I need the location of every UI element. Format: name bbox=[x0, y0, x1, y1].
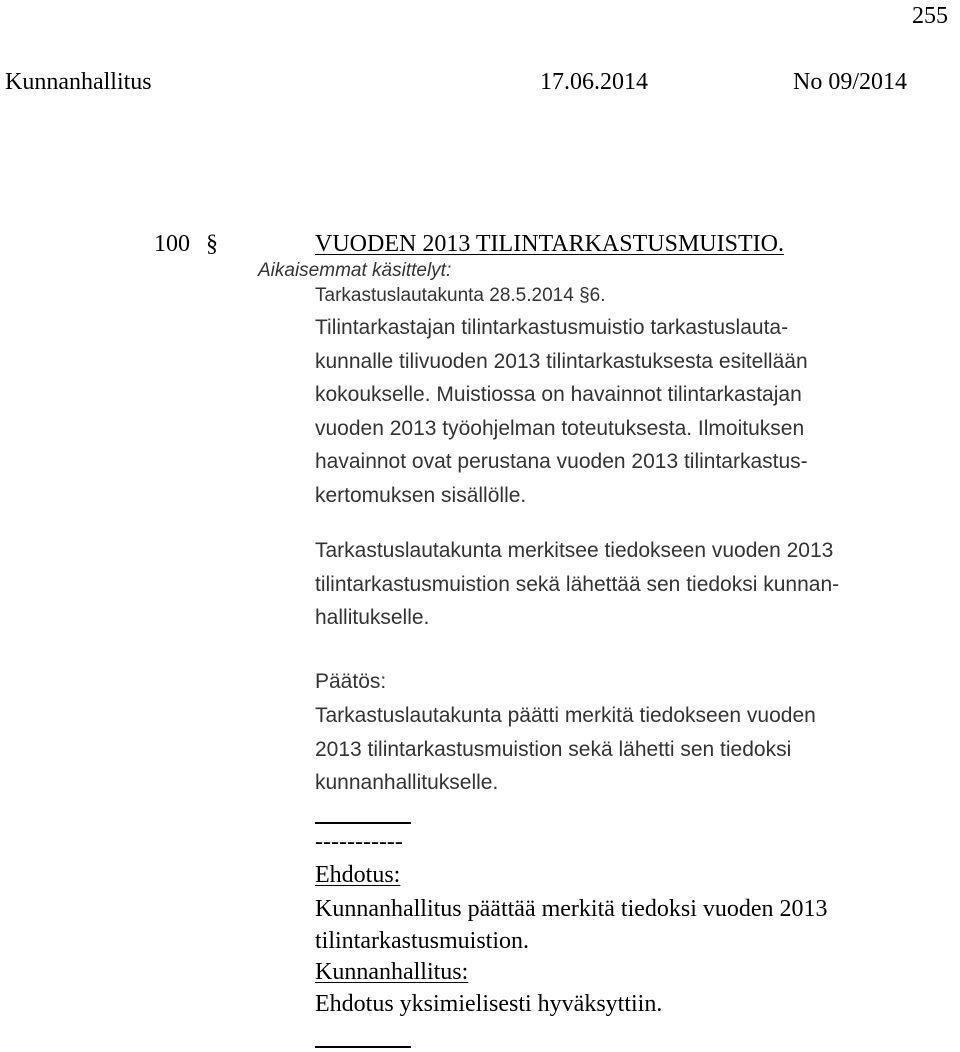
proposal-line: Kunnanhallitus päättää merkitä tiedoksi vuoden 2013 bbox=[315, 896, 828, 922]
paragraph-line: Tarkastuslautakunta merkitsee tiedokseen vuoden 2013 bbox=[315, 539, 834, 562]
decision-line: Tarkastuslautakunta päätti merkitä tiedokseen vuoden bbox=[315, 704, 816, 727]
item-number: 100 bbox=[154, 231, 190, 257]
paragraph-line: kertomuksen sisällölle. bbox=[315, 483, 527, 507]
paragraph-line: havainnot ovat perustana vuoden 2013 tilintarkastus- bbox=[315, 450, 808, 474]
header-organ: Kunnanhallitus bbox=[5, 69, 152, 95]
board-label: Kunnanhallitus: bbox=[315, 959, 469, 985]
paragraph-line: tilintarkastusmuistion sekä lähettää sen tiedoksi kunnan- bbox=[315, 572, 840, 596]
paragraph-line: hallitukselle. bbox=[315, 606, 430, 630]
dash-separator: ----------- bbox=[315, 829, 403, 855]
paragraph-1 bbox=[315, 311, 808, 513]
proposal-text bbox=[315, 893, 828, 957]
previous-handling-heading: Aikaisemmat käsittelyt: bbox=[258, 260, 452, 281]
page-number: 255 bbox=[912, 3, 948, 29]
previous-handling-line: Tarkastuslautakunta 28.5.2014 §6. bbox=[315, 285, 606, 306]
proposal-label: Ehdotus: bbox=[315, 862, 401, 888]
paragraph-line: vuoden 2013 työohjelman toteutuksesta. Ilmoituksen bbox=[315, 416, 805, 440]
paragraph-line: Tilintarkastajan tilintarkastusmuistio tarkastuslauta- bbox=[315, 316, 789, 339]
paragraph-2 bbox=[315, 534, 839, 635]
separator-line bbox=[315, 822, 411, 824]
header-meeting-number: No 09/2014 bbox=[793, 69, 907, 95]
decision-label: Päätös: bbox=[315, 670, 387, 693]
decision-text bbox=[315, 699, 816, 800]
paragraph-line: kunnalle tilivuoden 2013 tilintarkastuksesta esitellään bbox=[315, 349, 808, 373]
decision-line: 2013 tilintarkastusmuistion sekä lähetti sen tiedoksi bbox=[315, 737, 792, 761]
paragraph-line: kokoukselle. Muistiossa on havainnot tilintarkastajan bbox=[315, 383, 802, 407]
section-sign: § bbox=[206, 231, 218, 257]
proposal-line: tilintarkastusmuistion. bbox=[315, 928, 529, 954]
item-title: VUODEN 2013 TILINTARKASTUSMUISTIO. bbox=[315, 231, 784, 257]
header-date: 17.06.2014 bbox=[540, 69, 648, 95]
end-line bbox=[315, 1046, 411, 1048]
board-decision: Ehdotus yksimielisesti hyväksyttiin. bbox=[315, 991, 663, 1017]
decision-line: kunnanhallitukselle. bbox=[315, 771, 499, 795]
